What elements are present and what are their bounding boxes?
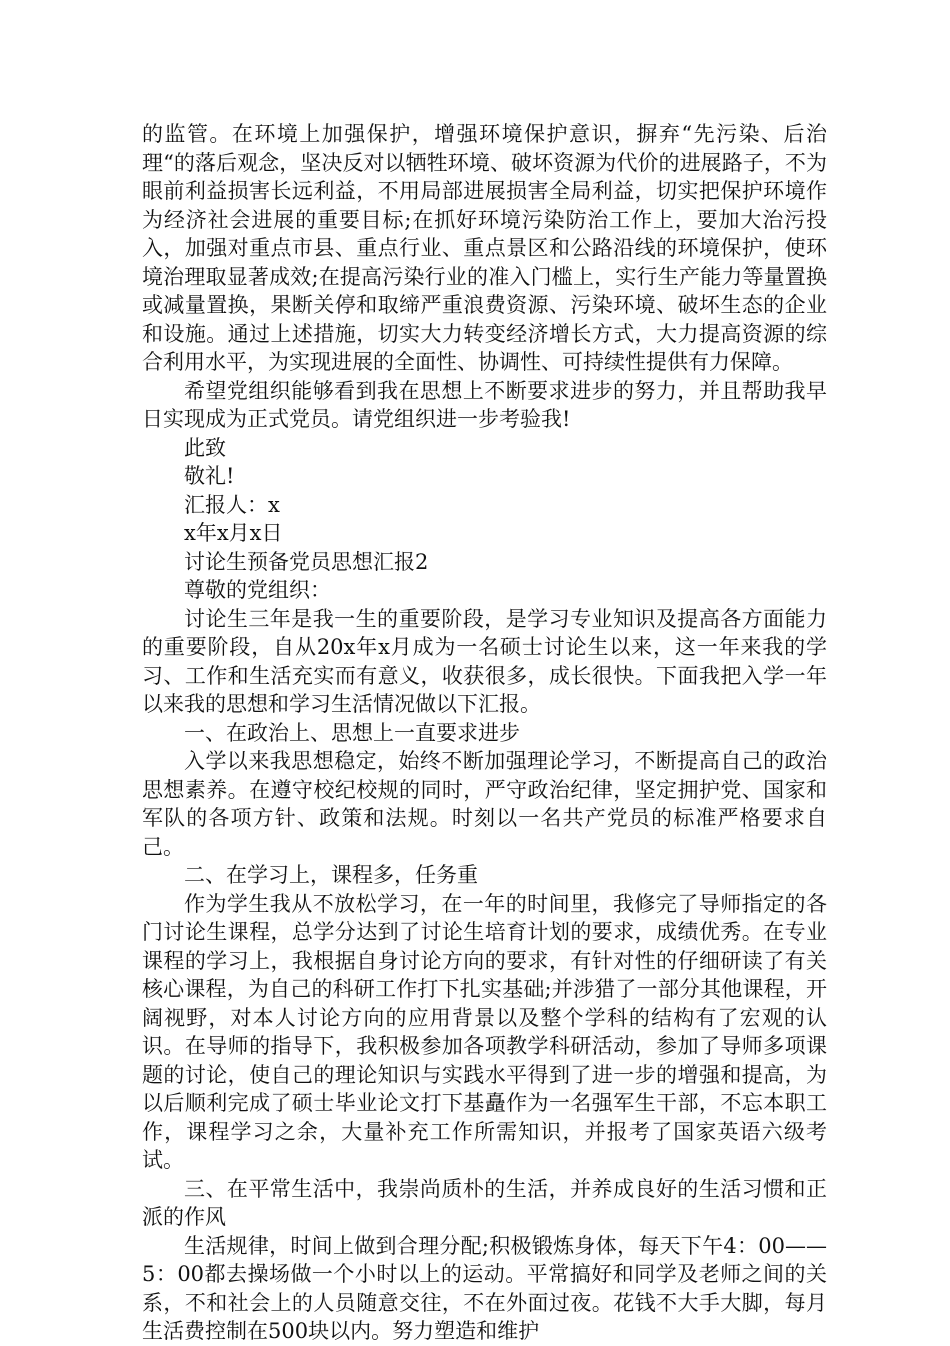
report-title: 讨论生预备党员思想汇报2 xyxy=(184,549,429,574)
paragraph-environment: 的监管。在环境上加强保护，增强环境保护意识，摒弃“先污染、后治理“的落后观念，坚决反对以牺牲环境、破坏资源为代价的进展路子，不为眼前利益损害长远利益，不用局部进展损害全局利益，切实把保护环境作为经济社会进展的重要目标;在抓好环境污染防治工作上，要加大治污投入，加强对重点市县、重点行业、重点景区和公路沿线的环境保护，使环境治理取显著成效;在提高污染行业的准入门槛上，实行生产能力等量置换或减量置换，果断关停和取缔严重浪费资源、污染环境、破坏生态的企业和设施。通过上述措施，切实大力转变经济增长方式，大力提高资源的综合利用水平，为实现进展的全面性、协调性、可持续性提供有力保障。 xyxy=(142,122,827,374)
paragraph-politics: 入学以来我思想稳定，始终不断加强理论学习，不断提高自己的政治思想素养。在遵守校纪校规的同时，严守政治纪律，坚定拥护党、国家和军队的各项方针、政策和法规。时刻以一名共产党员的标准严格要求自己。 xyxy=(142,749,827,859)
closing-cizhi: 此致 xyxy=(184,435,226,460)
paragraph-study: 作为学生我从不放松学习，在一年的时间里，我修完了导师指定的各门讨论生课程，总学分达到了讨论生培育计划的要求，成绩优秀。在专业课程的学习上，我根据自身讨论方向的要求，有针对性的仔细研读了有关核心课程，为自己的科研工作打下扎实基础;并涉猎了一部分其他课程，开阔视野，对本人讨论方向的应用背景以及整个学科的结构有了宏观的认识。在导师的指导下，我积极参加各项教学科研活动，参加了导师多项课题的讨论，使自己的理论知识与实践水平得到了进一步的增强和提高，为以后顺利完成了硕士毕业论文打下基矗作为一名强军生干部，不忘本职工作，课程学习之余，大量补充工作所需知识，并报考了国家英语六级考试。 xyxy=(142,891,827,1172)
paragraph-intro: 讨论生三年是我一生的重要阶段，是学习专业知识及提高各方面能力的重要阶段，自从20x年x月成为一名硕士讨论生以来，这一年来我的学习、工作和生活充实而有意义，收获很多，成长很快。下面我把入学一年以来我的思想和学习生活情况做以下汇报。 xyxy=(142,606,827,716)
reporter-line: 汇报人：x xyxy=(184,492,280,517)
document-page xyxy=(142,120,827,1346)
salutation: 尊敬的党组织： xyxy=(184,578,331,602)
paragraph-hope: 希望党组织能够看到我在思想上不断要求进步的努力，并且帮助我早日实现成为正式党员。请党组织进一步考验我! xyxy=(142,378,827,431)
date-line: x年x月x日 xyxy=(184,521,283,545)
paragraph-life: 生活规律，时间上做到合理分配;积极锻炼身体，每天下午4：00——5：00都去操场做一个小时以上的运动。平常搞好和同学及老师之间的关系，不和社会上的人员随意交往，不在外面过夜。花钱不大手大脚，每月生活费控制在500块以内。努力塑造和维护 xyxy=(142,1233,827,1343)
closing-jingli: 敬礼! xyxy=(184,464,235,488)
section-heading-2: 二、在学习上，课程多，任务重 xyxy=(184,863,478,887)
section-heading-1: 一、在政治上、思想上一直要求进步 xyxy=(184,720,520,745)
section-heading-3: 三、在平常生活中，我崇尚质朴的生活，并养成良好的生活习惯和正派的作风 xyxy=(142,1176,827,1229)
